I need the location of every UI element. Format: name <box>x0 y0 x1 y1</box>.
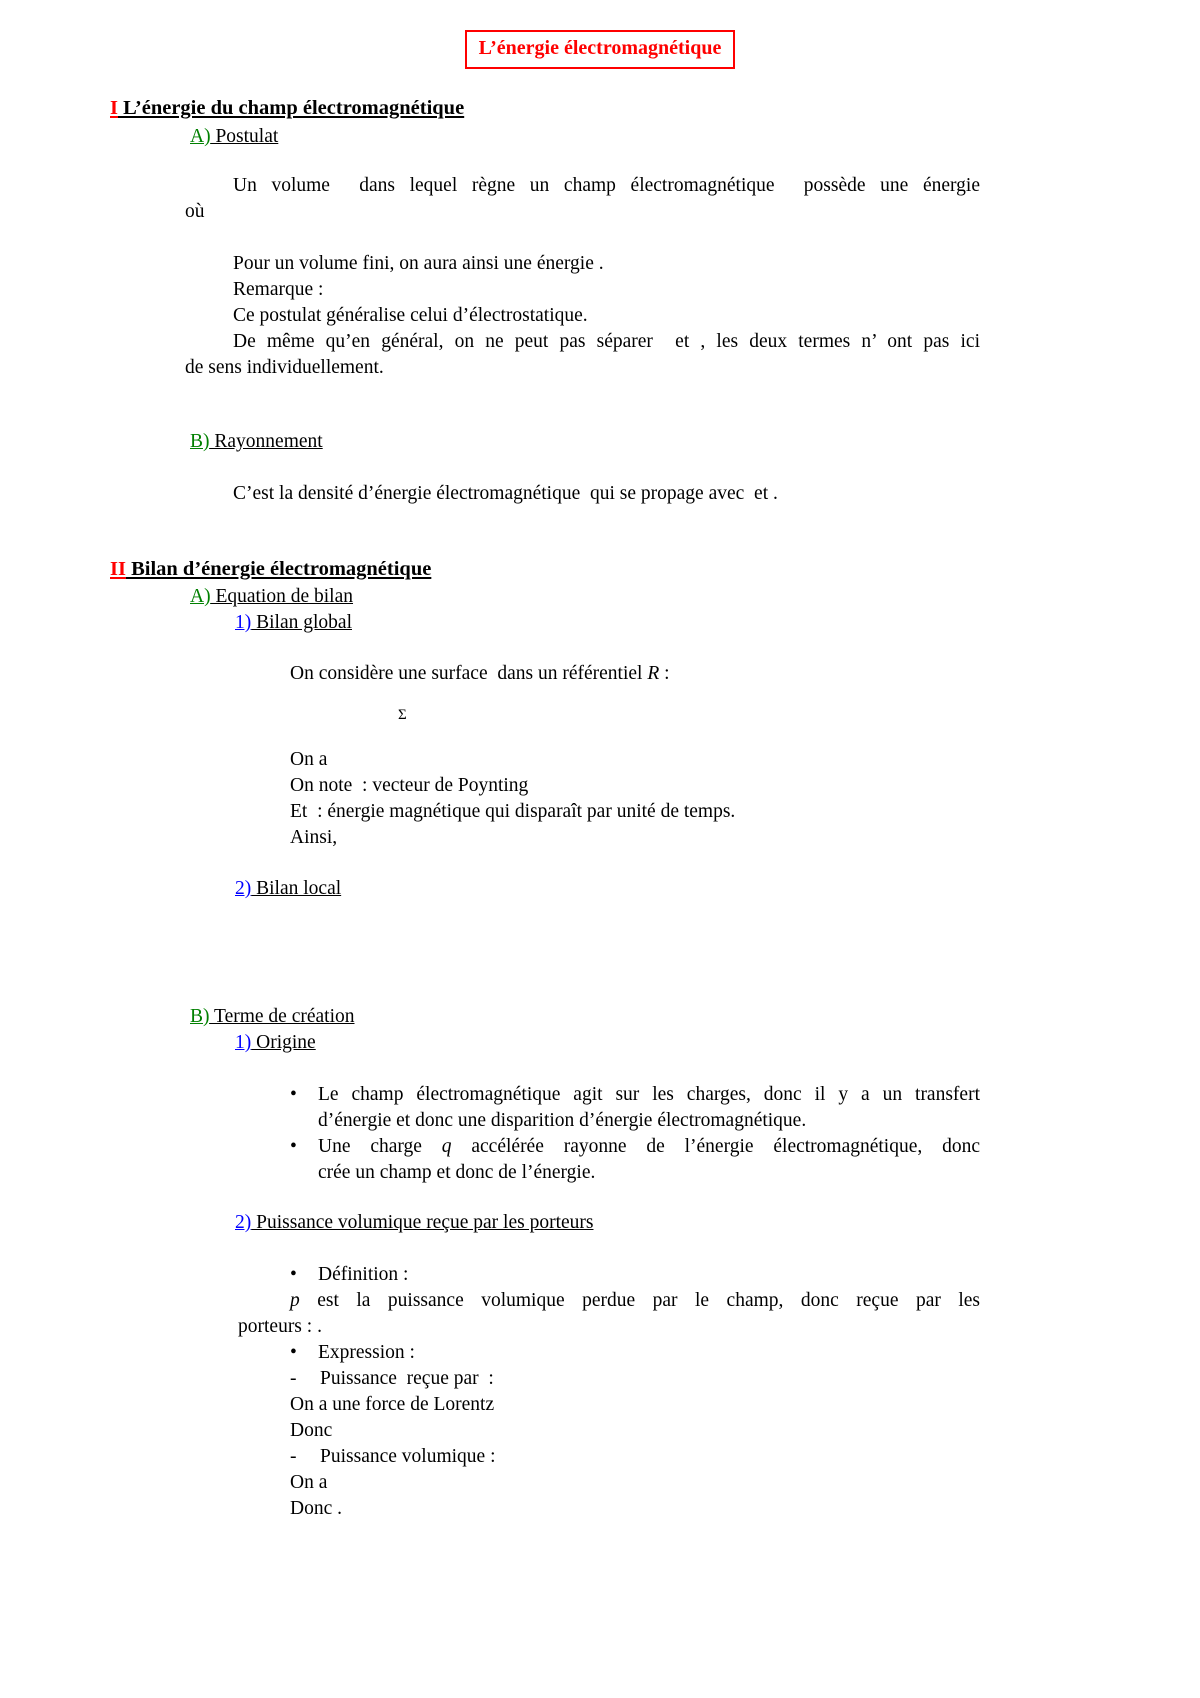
paragraph-line: Remarque : <box>233 279 324 300</box>
subsection-letter: A) <box>190 586 211 607</box>
bullet-icon: • <box>290 1136 297 1157</box>
dash-marker: - <box>290 1446 297 1467</box>
item-number: 1) <box>235 612 252 633</box>
item-number: 2) <box>235 1212 252 1233</box>
paragraph-line: de sens individuellement. <box>185 357 384 378</box>
paragraph-line: porteurs : . <box>238 1316 322 1337</box>
bullet-text: Expression : <box>318 1342 415 1363</box>
section-1-title: L’énergie du champ électromagnétique <box>117 97 465 119</box>
item-number: 1) <box>235 1032 252 1053</box>
bullet-item-continuation: d’énergie et donc une disparition d’énergie électromagnétique. <box>318 1110 807 1131</box>
item-title: Bilan global <box>251 612 352 633</box>
variable-r: R <box>647 663 660 684</box>
bullet-item <box>290 1262 1200 1288</box>
section-1-heading <box>110 95 1200 121</box>
dash-item <box>290 1366 1200 1392</box>
item-title: Bilan local <box>251 878 342 899</box>
bullet-text: Une charge <box>318 1136 442 1157</box>
paragraph-line: Ainsi, <box>290 827 338 848</box>
paragraph-line: C’est la densité d’énergie électromagnétique qui se propage avec et . <box>233 483 778 504</box>
sigma-symbol-line <box>398 701 1200 728</box>
item-bilan-global-heading <box>235 610 1200 636</box>
bullet-item <box>290 1082 980 1108</box>
item-title: Origine <box>251 1032 316 1053</box>
bullet-icon: • <box>290 1342 297 1363</box>
bullet-icon: • <box>290 1264 297 1285</box>
paragraph-line <box>238 1288 980 1314</box>
bullet-item-continuation: crée un champ et donc de l’énergie. <box>318 1162 596 1183</box>
paragraph-line: On a <box>290 749 328 770</box>
document-title: L’énergie électromagnétique <box>478 37 722 59</box>
paragraph-line: De même qu’en général, on ne peut pas séparer et , les deux termes n’ ont pas ici <box>233 331 980 352</box>
item-origine-heading <box>235 1030 1200 1056</box>
item-bilan-local-heading <box>235 876 1200 902</box>
subsection-letter: A) <box>190 126 211 147</box>
sigma-symbol: Σ <box>398 707 407 723</box>
subsection-terme-creation-heading <box>190 1004 1200 1030</box>
subsection-title: Terme de création <box>209 1006 355 1027</box>
dash-text: Puissance reçue par : <box>320 1368 494 1389</box>
paragraph-line: On a <box>290 1472 328 1493</box>
section-2-title: Bilan d’énergie électromagnétique <box>125 558 432 580</box>
bullet-item <box>290 1340 1200 1366</box>
variable-q: q <box>441 1136 452 1157</box>
subsection-equation-bilan-heading <box>190 584 1200 610</box>
subsection-letter: B) <box>190 1006 210 1027</box>
variable-p: p <box>290 1290 300 1311</box>
section-2-heading <box>110 556 1200 582</box>
subsection-postulat-heading <box>190 124 1200 150</box>
paragraph-line: Pour un volume fini, on aura ainsi une énergie . <box>233 253 604 274</box>
subsection-letter: B) <box>190 431 210 452</box>
subsection-title: Equation de bilan <box>210 586 354 607</box>
subsection-title: Rayonnement <box>209 431 323 452</box>
paragraph-line: Et : énergie magnétique qui disparaît par unité de temps. <box>290 801 736 822</box>
bullet-item <box>290 1134 980 1160</box>
item-puissance-volumique-heading <box>235 1210 1200 1236</box>
section-1-number: I <box>110 97 118 119</box>
bullet-icon: • <box>290 1084 297 1105</box>
paragraph-line: Donc <box>290 1420 333 1441</box>
paragraph-text: : <box>659 663 670 684</box>
bullet-text: Le champ électromagnétique agit sur les charges, donc il y a un transfert <box>318 1084 980 1105</box>
title-box <box>465 30 736 69</box>
dash-text: Puissance volumique : <box>320 1446 496 1467</box>
paragraph-text: On considère une surface dans un référentiel <box>290 663 648 684</box>
bullet-text: accélérée rayonne de l’énergie électromagnétique, donc <box>451 1136 981 1157</box>
item-title: Puissance volumique reçue par les porteurs <box>251 1212 594 1233</box>
subsection-title: Postulat <box>210 126 279 147</box>
section-2-number: II <box>110 558 126 580</box>
paragraph-line: Donc . <box>290 1498 342 1519</box>
dash-marker: - <box>290 1368 297 1389</box>
paragraph-line: On a une force de Lorentz <box>290 1394 495 1415</box>
paragraph-line: Un volume dans lequel règne un champ électromagnétique possède une énergie <box>233 175 980 196</box>
bullet-text: Définition : <box>318 1264 409 1285</box>
paragraph-line: Ce postulat généralise celui d’électrostatique. <box>233 305 588 326</box>
subsection-rayonnement-heading <box>190 429 1200 455</box>
paragraph-line <box>290 661 1200 687</box>
paragraph-line: On note : vecteur de Poynting <box>290 775 529 796</box>
item-number: 2) <box>235 878 252 899</box>
paragraph-text: est la puissance volumique perdue par le champ, donc reçue par les <box>299 1290 980 1311</box>
paragraph-line: où <box>185 201 205 222</box>
dash-item <box>290 1444 1200 1470</box>
